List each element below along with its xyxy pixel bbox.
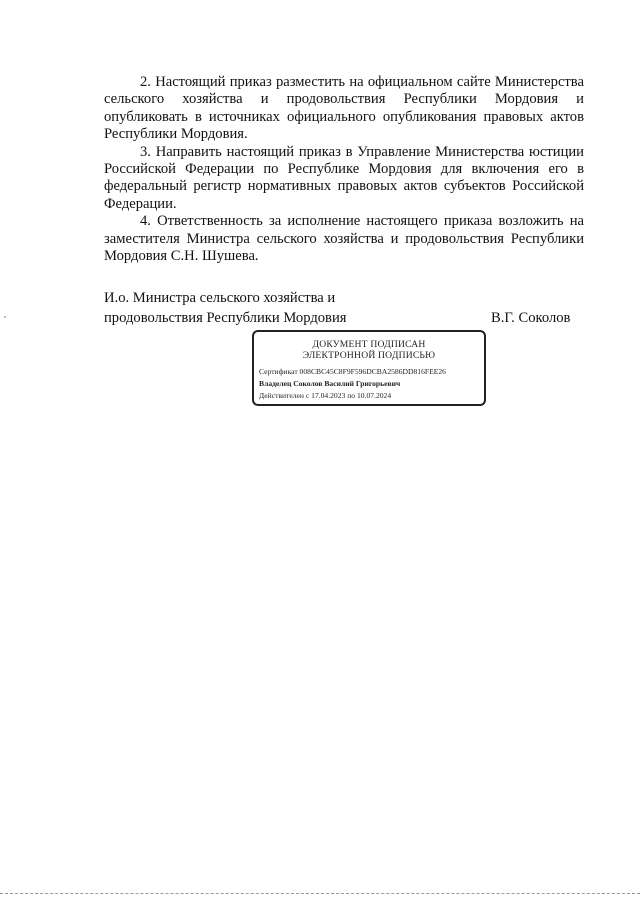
paragraph-2: 2. Настоящий приказ разместить на официальном сайте Министерства сельского хозяйства и продовольствия Республики Мордовия и опубликовать в источниках официального опубликования правовых актов Республики Мордовия.: [104, 74, 584, 143]
scan-speck: [4, 316, 6, 318]
document-body: [104, 74, 584, 265]
signer-name: В.Г. Соколов: [491, 310, 571, 326]
paragraph-4: 4. Ответственность за исполнение настоящего приказа возложить на заместителя Министра сельского хозяйства и продовольствия Республики Мордовия С.Н. Шушева.: [104, 213, 584, 265]
stamp-validity: Действителен с 17.04.2023 по 10.07.2024: [259, 391, 392, 400]
paragraph-3: 3. Направить настоящий приказ в Управление Министерства юстиции Российской Федерации по Республике Мордовия для включения его в федеральный регистр нормативных правовых актов субъектов Российской Федерации.: [104, 143, 584, 212]
stamp-title: [254, 339, 484, 361]
stamp-title-line2: ЭЛЕКТРОННОЙ ПОДПИСЬЮ: [302, 350, 436, 361]
scan-bottom-edge: [0, 893, 640, 894]
stamp-details: [254, 366, 484, 402]
signer-position-line1: И.о. Министра сельского хозяйства и: [104, 290, 336, 306]
signer-position-line2: продовольствия Республики Мордовия: [104, 310, 347, 326]
signature-block: [104, 288, 584, 328]
stamp-owner: Владелец Соколов Василий Григорьевич: [259, 379, 401, 388]
electronic-signature-stamp: [252, 330, 486, 406]
stamp-title-line1: ДОКУМЕНТ ПОДПИСАН: [312, 339, 426, 350]
stamp-certificate: Сертификат 008CBC45C8F9F596DCBA2586DD816FEE26: [259, 367, 446, 376]
